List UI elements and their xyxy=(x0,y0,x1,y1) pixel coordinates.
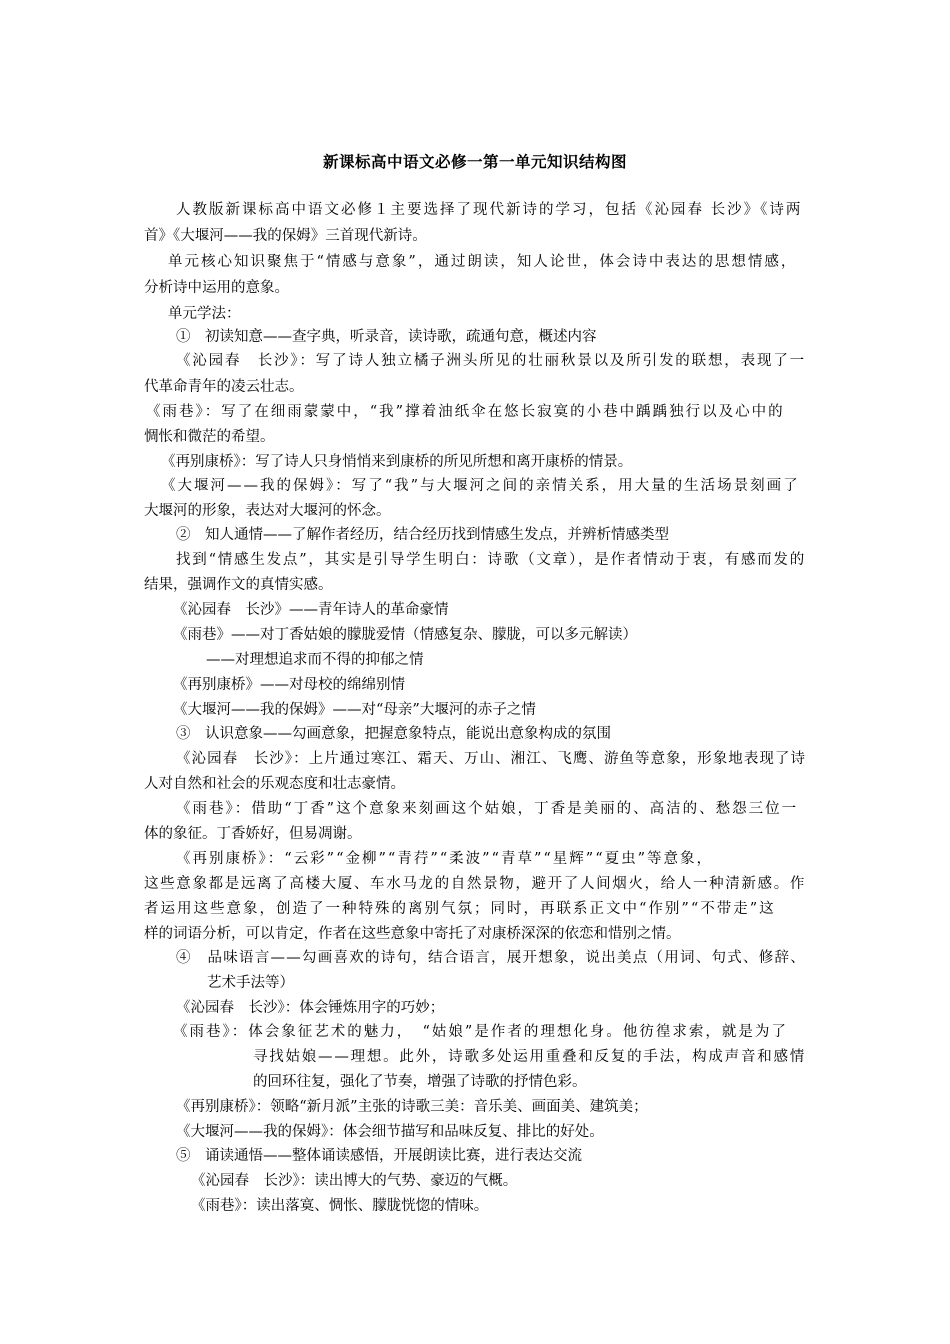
text-line: 《沁园春 长沙》：写了诗人独立橘子洲头所见的壮丽秋景以及所引发的联想，表现了一 xyxy=(176,353,806,369)
text-line: 惆怅和微茫的希望。 xyxy=(144,429,275,445)
text-line: ② 知人通情——了解作者经历，结合经历找到情感生发点，并辨析情感类型 xyxy=(176,527,669,543)
text-line: 《雨巷》——对丁香姑娘的朦胧爱情（情感复杂、朦胧，可以多元解读） xyxy=(173,627,637,643)
text-line: 《沁园春 长沙》：体会锤炼用字的巧妙； xyxy=(176,1000,445,1016)
text-line: 单元学法： xyxy=(168,306,241,322)
text-line: 代革命青年的凌云壮志。 xyxy=(144,379,304,395)
text-line: 《雨巷》：借助“丁香”这个意象来刻画这个姑娘，丁香是美丽的、高洁的、愁怨三位一 xyxy=(176,801,799,817)
text-line: 《再别康桥》——对母校的绵绵别情 xyxy=(173,677,405,693)
text-line: ① 初读知意——查字典，听录音，读诗歌，疏通句意，概述内容 xyxy=(176,329,597,345)
text-line: 《沁园春 长沙》——青年诗人的革命豪情 xyxy=(173,602,449,618)
text-line: 找到“情感生发点”，其实是引导学生明白：诗歌（文章），是作者情动于衷，有感而发的 xyxy=(176,552,806,568)
text-line: 单元核心知识聚焦于“情感与意象”，通过朗读，知人论世，体会诗中表达的思想情感， xyxy=(168,254,798,270)
text-line: 《再别康桥》：写了诗人只身悄悄来到康桥的所见所想和离开康桥的情景。 xyxy=(161,454,633,470)
text-line: 体的象征。丁香娇好，但易凋谢。 xyxy=(144,826,362,842)
text-line: 这些意象都是远离了高楼大厦、车水马龙的自然景物，避开了人间烟火，给人一种清新感。作 xyxy=(144,876,806,892)
text-line: 的回环往复，强化了节奏，增强了诗歌的抒情色彩。 xyxy=(253,1074,587,1090)
text-line: 人对自然和社会的乐观态度和壮志豪情。 xyxy=(144,776,405,792)
text-line: 《沁园春 长沙》：上片通过寒江、霜天、万山、湘江、飞鹰、游鱼等意象，形象地表现了诗 xyxy=(176,751,806,767)
text-line: 《大堰河——我的保姆》：写了“我”与大堰河之间的亲情关系，用大量的生活场景刻画了 xyxy=(161,478,800,494)
document-title: 新课标高中语文必修一第一单元知识结构图 xyxy=(322,152,627,171)
text-line: 《再别康桥》：领略“新月派”主张的诗歌三美：音乐美、画面美、建筑美； xyxy=(176,1099,648,1115)
text-line: 寻找姑娘——理想。此外，诗歌多处运用重叠和反复的手法，构成声音和感情 xyxy=(253,1049,806,1065)
text-line: ③ 认识意象——勾画意象，把握意象特点，能说出意象构成的氛围 xyxy=(176,726,611,742)
text-line: ④ 品味语言——勾画喜欢的诗句，结合语言，展开想象，说出美点（用词、句式、修辞、 xyxy=(176,950,806,966)
text-line: 结果，强调作文的真情实感。 xyxy=(144,577,333,593)
text-line: 《雨巷》：读出落寞、惆怅、朦胧恍惚的情味。 xyxy=(191,1198,489,1214)
text-line: 《大堰河——我的保姆》：体会细节描写和品味反复、排比的好处。 xyxy=(176,1124,604,1140)
text-line: 首》《大堰河——我的保姆》三首现代新诗。 xyxy=(144,228,427,244)
text-line: 样的词语分析，可以肯定，作者在这些意象中寄托了对康桥深深的依恋和惜别之情。 xyxy=(144,926,681,942)
text-line: 分析诗中运用的意象。 xyxy=(144,280,289,296)
text-line: 《雨巷》：体会象征艺术的魅力， “姑娘”是作者的理想化身。他彷徨求索，就是为了 xyxy=(173,1024,788,1040)
text-line: ——对理想追求而不得的抑郁之情 xyxy=(206,652,424,668)
text-line: 者运用这些意象，创造了一种特殊的离别气氛；同时，再联系正文中“作别”“不带走”这 xyxy=(144,901,776,917)
text-line: 《沁园春 长沙》：读出博大的气势、豪迈的气概。 xyxy=(191,1173,518,1189)
text-line: 《再别康桥》：“云彩”“金柳”“青荇”“柔波”“青草”“星辉”“夏虫”等意象， xyxy=(176,851,714,867)
text-line: 大堰河的形象，表达对大堰河的怀念。 xyxy=(144,503,391,519)
text-line: 《大堰河——我的保姆》——对“母亲”大堰河的赤子之情 xyxy=(173,702,536,718)
text-line: 人教版新课标高中语文必修１主要选择了现代新诗的学习，包括《沁园春 长沙》《诗两 xyxy=(176,202,803,218)
text-line: 《雨巷》：写了在细雨蒙蒙中，“我”撑着油纸伞在悠长寂寞的小巷中踽踽独行以及心中的 xyxy=(146,404,785,420)
text-line: ⑤ 诵读通悟——整体诵读感悟，开展朗读比赛，进行表达交流 xyxy=(176,1148,582,1164)
text-line: 艺术手法等） xyxy=(207,975,294,991)
